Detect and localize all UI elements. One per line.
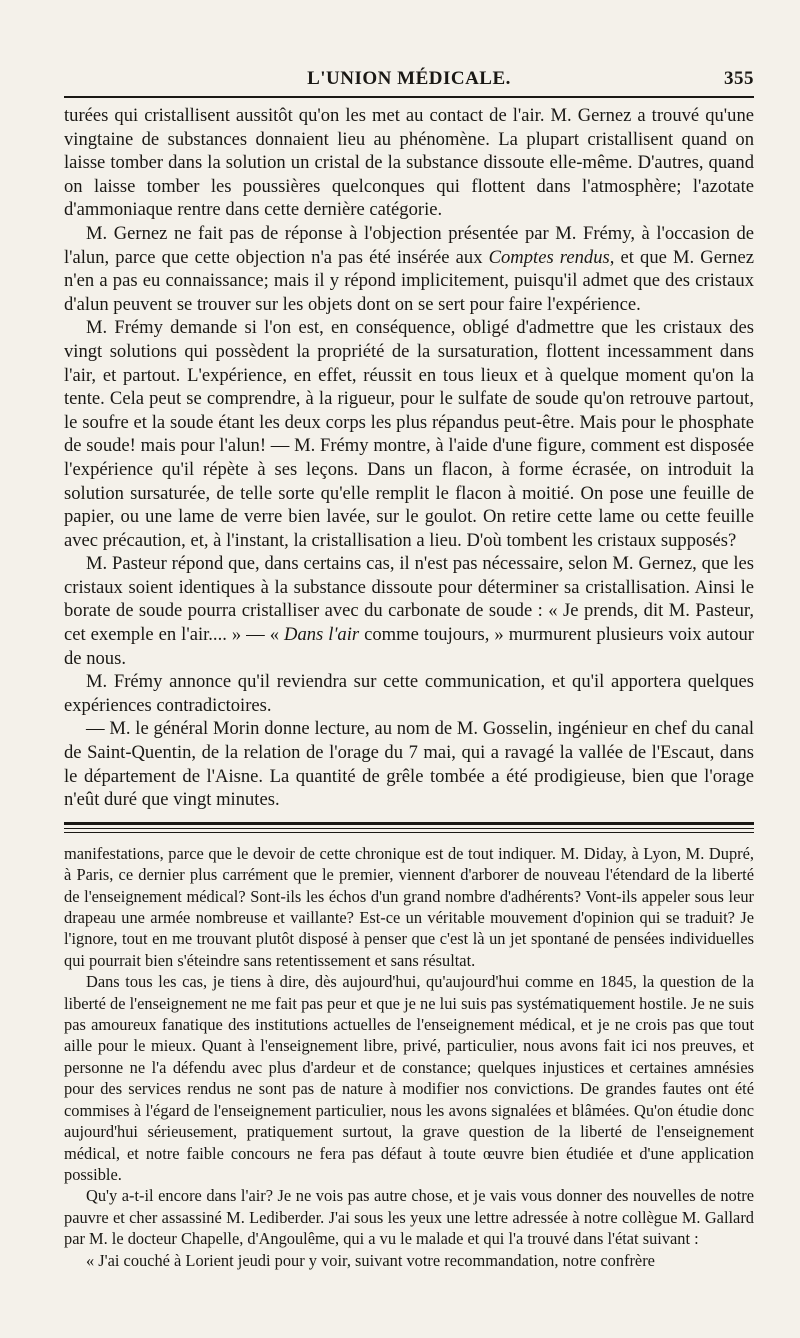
feuilleton-column xyxy=(64,843,754,1271)
paragraph: « J'ai couché à Lorient jeudi pour y voir, suivant votre recommandation, notre confrère xyxy=(86,1250,655,1270)
section-separator xyxy=(64,822,754,833)
paragraph: turées qui cristallisent aussitôt qu'on les met au contact de l'air. M. Gernez a trouvé qu'une vingtaine de substances donnaient lieu au phénomène. La plupart cristallisent quand on laisse tomber dans la solution un cristal de la substance dissoute elle-même. D'autres, quand on laisse tomber les poussières quelconques qui flottent dans l'atmosphère; l'azotate d'ammoniaque rentre dans cette dernière catégorie. xyxy=(64,105,754,221)
academy-report-column xyxy=(64,104,754,812)
page-number: 355 xyxy=(724,68,754,89)
paragraph: Qu'y a-t-il encore dans l'air? Je ne vois pas autre chose, et je vais vous donner des nouvelles de notre pauvre et cher assassiné M. Lediberder. J'ai sous les yeux une lettre adressée à notre collègue M. Gallard par M. le docteur Chapelle, d'Angoulême, qui a vu le malade et qui l'a trouvé dans l'état suivant : xyxy=(64,1186,754,1249)
running-head xyxy=(64,68,754,94)
paragraph: Dans tous les cas, je tiens à dire, dès aujourd'hui, qu'aujourd'hui comme en 1845, la question de la liberté de l'enseignement ne me fait pas peur et que je ne lui suis pas systématiquement hostile. Je ne suis pas amoureux fanatique des institutions actuelles de l'enseignement médical, et je ne crois pas que tout aille pour le mieux. Quant à l'enseignement libre, privé, particulier, nous avons fait ici nos preuves, et personne ne l'a défendu avec plus d'ardeur et de constance; quelques injustices et certaines amnésies pour des services rendus ne sont pas de nature à modifier nos convictions. De grandes fautes ont été commises à l'égard de l'enseignement particulier, nous les avons signalées et blâmées. Qu'on étudie donc aujourd'hui sérieusement, pratiquement surtout, la grave question de la liberté de l'enseignement médical, et notre faible concours ne fera pas défaut à toute œuvre bien étudiée et d'une application possible. xyxy=(64,972,754,1184)
paragraph: M. Frémy demande si l'on est, en conséquence, obligé d'admettre que les cristaux des vingt solutions qui possèdent la propriété de la sursaturation, flottent incessamment dans l'air, et partout. L'expérience, en effet, réussit en tous lieux et à quelque moment qu'on la tente. Cela peut se comprendre, à la rigueur, pour le sulfate de soude qu'on retrouve partout, le soufre et la soude étant les deux corps les plus répandus peut-être. Mais pour le phosphate de soude! mais pour l'alun! — M. Frémy montre, à l'aide d'une figure, comment est disposée l'expérience qu'il répète à ses leçons. Dans un flacon, à forme écrasée, on introduit la solution sursaturée, de telle sorte qu'elle remplit le flacon à moitié. On pose une feuille de papier, ou une lame de verre bien lavée, sur le goulot. On retire cette lame ou cette feuille avec précaution, et, à l'instant, la cristallisation a lieu. D'où tombent les cristaux supposés? xyxy=(64,317,754,551)
paragraph: manifestations, parce que le devoir de cette chronique est de tout indiquer. M. Diday, à Lyon, M. Dupré, à Paris, ce dernier plus carrément que le premier, viennent d'arborer de nouveau l'étendard de la liberté de l'enseignement médical? Sont-ils les échos d'un grand nombre d'adhérents? Vont-ils appeler sous leur drapeau une armée nombreuse et vaillante? Est-ce un véritable mouvement d'opinion qui se traduit? Je l'ignore, tout en me trouvant plutôt disposé à penser que c'est là un jet spontané de pensées individuelles qui pourrait bien s'éteindre sans retentissement et sans résultat. xyxy=(64,843,754,970)
paragraph-text: M. Gernez ne fait pas de réponse à l'objection présentée par M. Frémy, à l'occasion de l'alun, parce que cette objection n'a pas été insérée aux Comptes rendus, et que M. Gernez n'en a pas eu connaissance; mais il y répond implicitement, puisqu'il admet que des cristaux d'alun peuvent se trouver sur les objets dont on se sert pour faire l'expérience. xyxy=(64,222,754,315)
paragraph: M. Pasteur répond que, dans certains cas, il n'est pas nécessaire, selon M. Gernez, que les cristaux soient identiques à la substance dissoute pour déterminer sa cristallisation. Ainsi le borate de soude pourra cristalliser avec du carbonate de soude : « Je prends, dit M. Pasteur, cet exemple en l'air.... » — « Dans l'air comme toujours, » murmurent plusieurs voix autour de nous. xyxy=(64,553,754,669)
header-rule xyxy=(64,96,754,98)
paragraph xyxy=(64,222,754,316)
journal-title: L'UNION MÉDICALE. xyxy=(307,68,511,89)
paragraph: — M. le général Morin donne lecture, au nom de M. Gosselin, ingénieur en chef du canal de Saint-Quentin, de la relation de l'orage du 7 mai, qui a ravagé la vallée de l'Escaut, dans le département de l'Aisne. La quantité de grêle tombée a été prodigieuse, bien que l'orage n'eût duré que vingt minutes. xyxy=(64,718,754,811)
paragraph: M. Frémy annonce qu'il reviendra sur cette communication, et qu'il apportera quelques expériences contradictoires. xyxy=(64,671,754,716)
journal-page xyxy=(64,68,754,1271)
